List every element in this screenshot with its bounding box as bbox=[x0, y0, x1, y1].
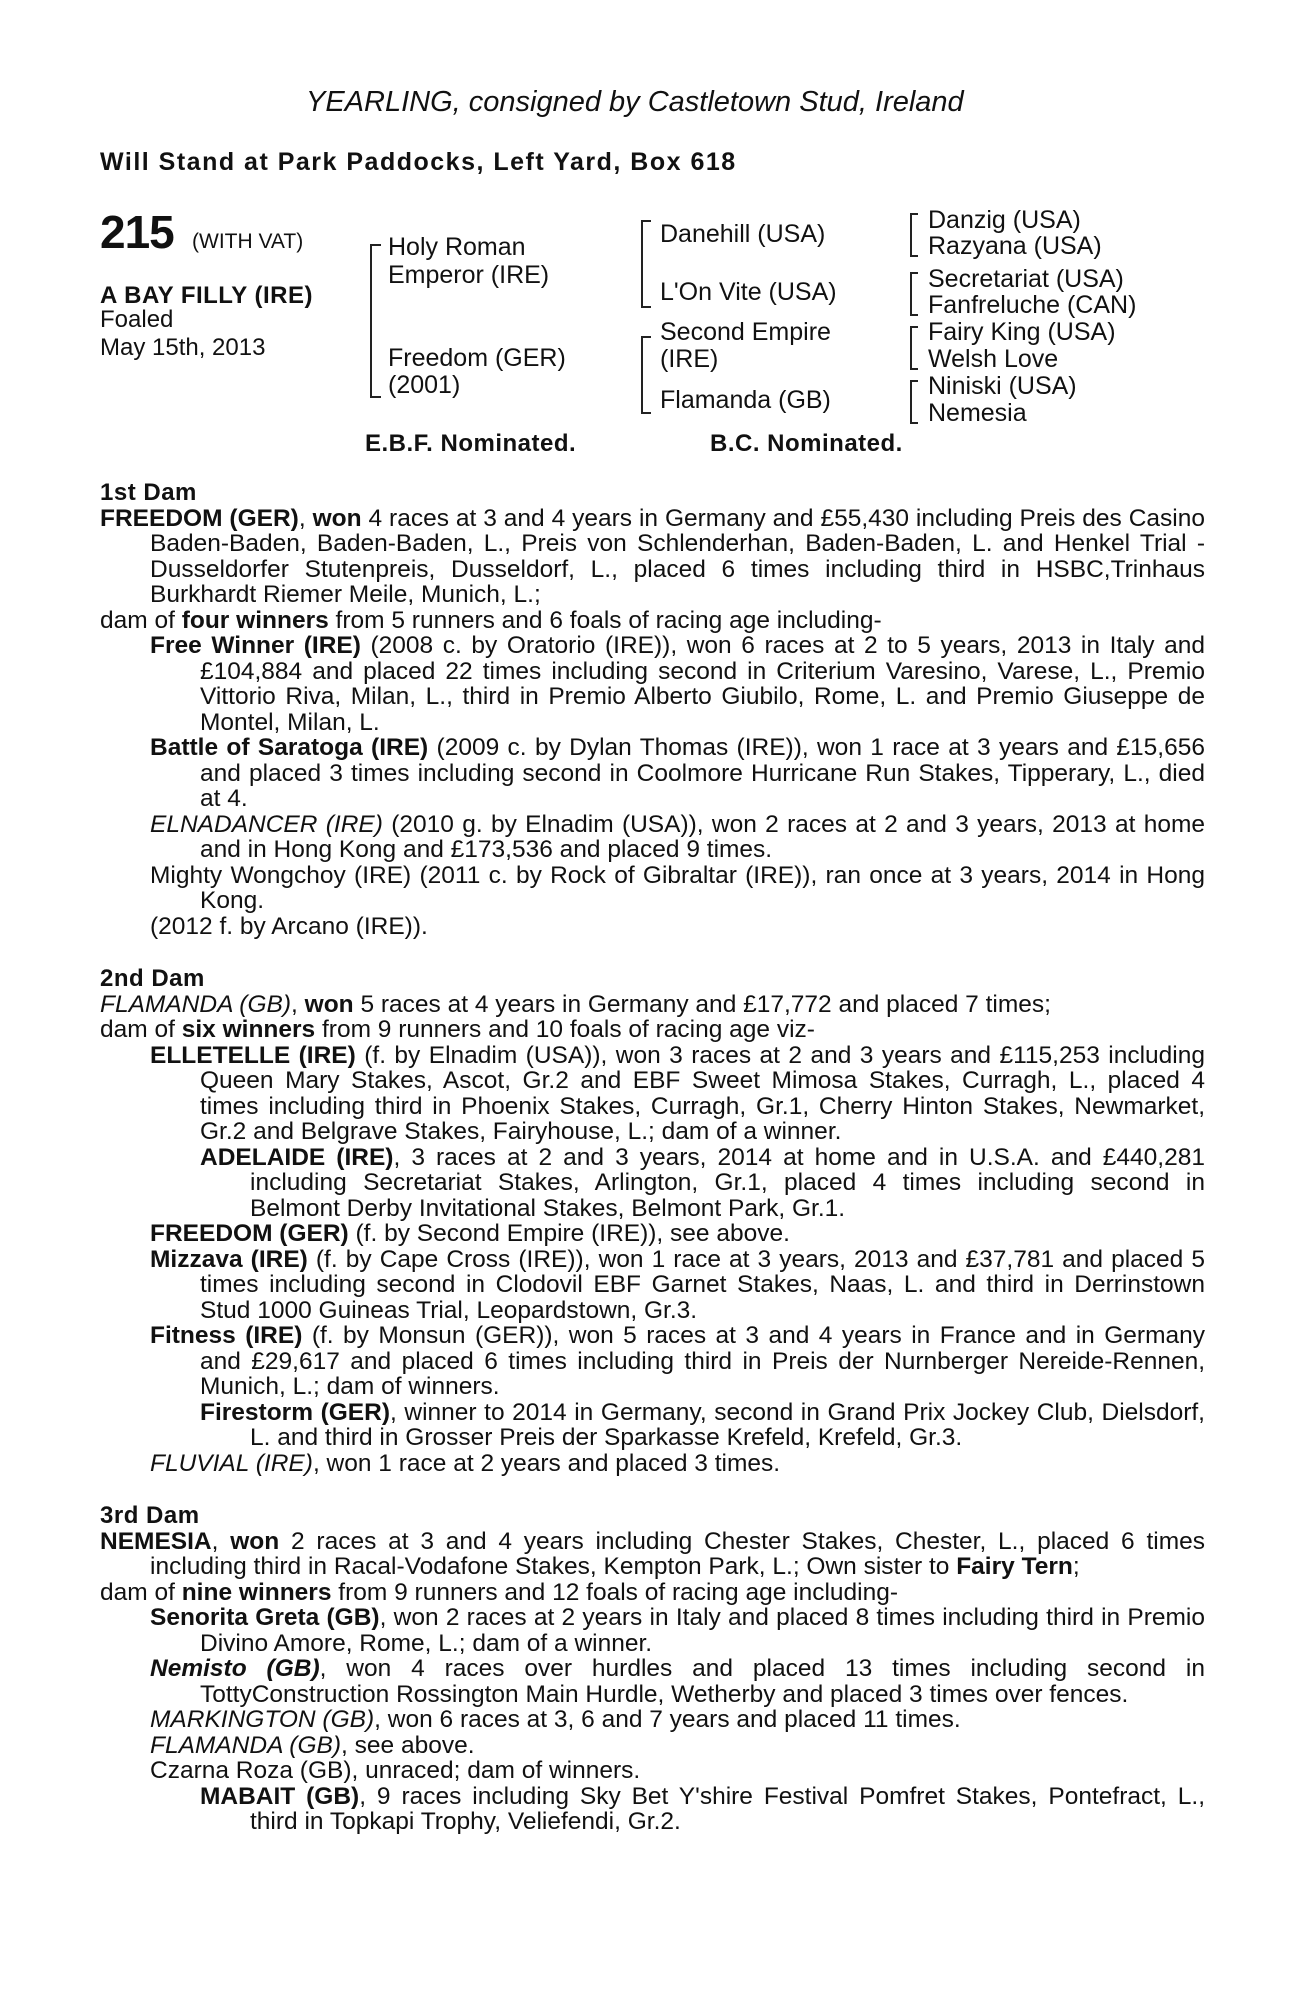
foal-record: , 3 races at 2 and 3 years, 2014 at home and in U.S.A. and £440,281 including Secretariat Stakes, Arlington, Gr.1, placed 4 times including second in Belmont Derby Invitational Stakes, Belmont Park, Gr.1. bbox=[250, 1143, 1205, 1222]
dam-of-label: dam of bbox=[100, 1578, 182, 1606]
sister-name: Fairy Tern bbox=[956, 1553, 1073, 1580]
third-dam-record-text: 2 races at 3 and 4 years including Chester Stakes, Chester, L., placed 6 times including third in Racal-Vodafone Stakes, Kempton Park, L.; Own sister to bbox=[150, 1527, 1205, 1580]
gen3-1: Danzig (USA) bbox=[928, 206, 1081, 234]
third-dam-name: NEMESIA bbox=[100, 1527, 212, 1555]
foal-record: , 9 races including Sky Bet Y'shire Festival Pomfret Stakes, Pontefract, L., third in Topkapi Trophy, Veliefendi, Gr.2. bbox=[250, 1782, 1205, 1835]
sire-sire: Danehill (USA) bbox=[660, 220, 826, 248]
dam-record bbox=[100, 480, 1205, 1835]
foal-name: ELLETELLE (IRE) bbox=[150, 1041, 356, 1069]
won-label: won bbox=[230, 1527, 280, 1555]
foal-name: Free Winner (IRE) bbox=[150, 632, 361, 659]
produce-summary-text: from 9 runners and 10 foals of racing age viz- bbox=[315, 1016, 815, 1043]
first-dam-record: FREEDOM (GER), won 4 races at 3 and 4 years in Germany and £55,430 including Preis des Casino Baden-Baden, Baden-Baden, L., Preis von Schlenderhan, Baden-Baden, L. and Henkel Trial - Dusseldorfer Stutenpreis, Dusseldorf, L., placed 6 times including third in HSBC,Trinhaus Burkhardt Riemer Meile, Munich, L.; bbox=[100, 504, 1205, 608]
list-item bbox=[100, 1605, 1205, 1656]
produce-summary-text: from 5 runners and 6 foals of racing age including- bbox=[328, 606, 882, 634]
list-item bbox=[100, 1247, 1205, 1324]
list-item: (2012 f. by Arcano (IRE)). bbox=[150, 912, 428, 940]
dam-of-label: dam of bbox=[100, 1016, 182, 1043]
third-dam-record-end: ; bbox=[1072, 1553, 1080, 1580]
list-item bbox=[100, 1784, 1205, 1835]
list-item bbox=[100, 1043, 1205, 1145]
sire-dam: L'On Vite (USA) bbox=[660, 278, 837, 306]
foal-name: Mizzava (IRE) bbox=[150, 1245, 308, 1273]
foal-record: , won 6 races at 3, 6 and 7 years and placed 11 times. bbox=[374, 1706, 961, 1733]
dam-sire-line-2: (IRE) bbox=[660, 345, 719, 373]
gen3-7: Niniski (USA) bbox=[928, 372, 1077, 400]
winners-count: four winners bbox=[181, 606, 329, 634]
foal-record: (f. by Monsun (GER)), won 5 races at 3 and 4 years in France and in Germany and £29,617 and placed 6 times including third in Preis der Nurnberger Nereide-Rennen, Munich, L.; dam of winners. bbox=[200, 1322, 1205, 1400]
list-item bbox=[100, 1221, 1205, 1247]
foal-record: , won 2 races at 2 years in Italy and placed 8 times including third in Premio Divino Amore, Rome, L.; dam of a winner. bbox=[200, 1604, 1205, 1657]
list-item bbox=[100, 1733, 1205, 1759]
pedigree-brace bbox=[910, 326, 918, 370]
pedigree-brace bbox=[910, 213, 918, 257]
list-item bbox=[100, 1323, 1205, 1400]
foal-record: (2008 c. by Oratorio (IRE)), won 6 races at 2 to 5 years, 2013 in Italy and £104,884 and placed 22 times including second in Criterium Varesino, Varese, L., Premio Vittorio Riva, Milan, L., third in Premio Alberto Giubilo, Rome, L. and Premio Giuseppe de Montel, Milan, L. bbox=[200, 632, 1205, 736]
sire-line-1: Holy Roman bbox=[388, 233, 526, 261]
foal-record: (2009 c. by Dylan Thomas (IRE)), won 1 race at 3 years and £15,656 and placed 3 times including second in Coolmore Hurricane Run Stakes, Tipperary, L., died at 4. bbox=[200, 734, 1205, 812]
foal-record: , won 4 races over hurdles and placed 13 times including second in TottyConstruction Rossington Main Hurdle, Wetherby and placed 3 times over fences. bbox=[200, 1655, 1205, 1708]
gen3-4: Fanfreluche (CAN) bbox=[928, 291, 1137, 319]
third-dam-produce-summary bbox=[100, 1580, 1205, 1606]
list-item bbox=[100, 1400, 1205, 1451]
won-label: won bbox=[304, 990, 354, 1018]
list-item bbox=[100, 1145, 1205, 1222]
list-item bbox=[100, 1451, 1205, 1477]
foal-record: , won 1 race at 2 years and placed 3 times. bbox=[312, 1449, 781, 1477]
pedigree-brace bbox=[910, 380, 918, 424]
dam-dam: Flamanda (GB) bbox=[660, 386, 831, 414]
pedigree-brace bbox=[641, 220, 651, 308]
foal-name: Nemisto (GB) bbox=[150, 1655, 320, 1682]
gen3-8: Nemesia bbox=[928, 399, 1027, 427]
third-dam-heading: 3rd Dam bbox=[100, 1502, 200, 1529]
winners-count: six winners bbox=[181, 1016, 316, 1043]
stand-location: Will Stand at Park Paddocks, Left Yard, Box 618 bbox=[100, 148, 737, 176]
pedigree-brace bbox=[910, 272, 918, 316]
second-dam-record-text: 5 races at 4 years in Germany and £17,772 and placed 7 times; bbox=[353, 990, 1051, 1018]
second-dam-record: FLAMANDA (GB), won 5 races at 4 years in Germany and £17,772 and placed 7 times; bbox=[100, 990, 1051, 1018]
second-dam-heading: 2nd Dam bbox=[100, 965, 205, 992]
foaled-date: May 15th, 2013 bbox=[100, 334, 266, 361]
foal-name: Senorita Greta (GB) bbox=[150, 1604, 380, 1631]
foal-record: , see above. bbox=[341, 1731, 475, 1759]
gen3-2: Razyana (USA) bbox=[928, 232, 1102, 260]
dam-of-label: dam of bbox=[100, 606, 182, 634]
second-dam-produce-summary bbox=[100, 1017, 1205, 1043]
foaled-label: Foaled bbox=[100, 306, 174, 333]
catalogue-title: YEARLING, consigned by Castletown Stud, Ireland bbox=[306, 86, 964, 118]
won-label: won bbox=[312, 504, 362, 532]
list-item: Mighty Wongchoy (IRE) (2011 c. by Rock of Gibraltar (IRE)), ran once at 3 years, 2014 in Hong Kong. bbox=[150, 861, 1205, 914]
gen3-5: Fairy King (USA) bbox=[928, 318, 1116, 346]
sire-line-2: Emperor (IRE) bbox=[388, 261, 550, 289]
foal-name: ELNADANCER (IRE) bbox=[150, 810, 383, 838]
foal-record: (f. by Elnadim (USA)), won 3 races at 2 and 3 years and £115,253 including Queen Mary Stakes, Ascot, Gr.2 and EBF Sweet Mimosa Stakes, Curragh, L., placed 4 times including third in Phoenix Stakes, Curragh, Gr.1, Cherry Hinton Stakes, Newmarket, Gr.2 and Belgrave Stakes, Fairyhouse, L.; dam of a winner. bbox=[200, 1041, 1205, 1145]
gen3-3: Secretariat (USA) bbox=[928, 265, 1124, 293]
ebf-nominated: E.B.F. Nominated. bbox=[365, 430, 577, 457]
lot-number: 215 bbox=[100, 206, 174, 258]
dam-sire-line-1: Second Empire bbox=[660, 318, 831, 346]
foal-record: (2010 g. by Elnadim (USA)), won 2 races at 2 and 3 years, 2013 at home and in Hong Kong and £173,536 and placed 9 times. bbox=[200, 810, 1205, 863]
foal-record: (f. by Cape Cross (IRE)), won 1 race at 3 years, 2013 and £37,781 and placed 5 times including second in Clodovil EBF Garnet Stakes, Naas, L. and third in Derrinstown Stud 1000 Guineas Trial, Leopardstown, Gr.3. bbox=[200, 1245, 1205, 1324]
foal-name: MARKINGTON (GB) bbox=[150, 1706, 375, 1733]
foal-name: MABAIT (GB) bbox=[200, 1782, 360, 1810]
list-item bbox=[100, 812, 1205, 863]
list-item bbox=[100, 735, 1205, 812]
horse-description: A BAY FILLY (IRE) bbox=[100, 282, 313, 309]
foal-name: Fitness (IRE) bbox=[150, 1322, 303, 1349]
dam-line-2: (2001) bbox=[388, 371, 461, 399]
foal-name: FREEDOM (GER) bbox=[150, 1220, 349, 1247]
gen3-6: Welsh Love bbox=[928, 345, 1059, 373]
foal-record: (f. by Second Empire (IRE)), see above. bbox=[348, 1220, 790, 1247]
foal-name: ADELAIDE (IRE) bbox=[200, 1143, 394, 1171]
foal-name: FLUVIAL (IRE) bbox=[150, 1449, 313, 1477]
pedigree-brace bbox=[370, 244, 381, 398]
first-dam-name: FREEDOM (GER) bbox=[100, 504, 299, 532]
winners-count: nine winners bbox=[181, 1578, 332, 1606]
produce-summary-text: from 9 runners and 12 foals of racing age including- bbox=[331, 1578, 899, 1606]
second-dam-name: FLAMANDA (GB) bbox=[100, 990, 292, 1018]
foal-name: Battle of Saratoga (IRE) bbox=[150, 734, 429, 761]
list-item bbox=[100, 1707, 1205, 1733]
first-dam-produce-summary bbox=[100, 608, 1205, 634]
vat-label: (WITH VAT) bbox=[192, 230, 304, 253]
foal-name: Firestorm (GER) bbox=[200, 1398, 390, 1426]
list-item bbox=[100, 633, 1205, 735]
list-item: Czarna Roza (GB), unraced; dam of winners. bbox=[150, 1757, 641, 1784]
bc-nominated: B.C. Nominated. bbox=[710, 430, 903, 457]
foal-name: FLAMANDA (GB) bbox=[150, 1731, 342, 1759]
third-dam-record: NEMESIA, won 2 races at 3 and 4 years including Chester Stakes, Chester, L., placed 6 times including third in Racal-Vodafone Stakes, Kempton Park, L.; Own sister to Fairy Tern; bbox=[100, 1527, 1205, 1580]
list-item bbox=[100, 1656, 1205, 1707]
first-dam-record-text: 4 races at 3 and 4 years in Germany and £55,430 including Preis des Casino Baden-Baden, Baden-Baden, L., Preis von Schlenderhan, Baden-Baden, L. and Henkel Trial - Dusseldorfer Stutenpreis, Dusseldorf, L., placed 6 times including third in HSBC,Trinhaus Burkhardt Riemer Meile, Munich, L.; bbox=[150, 504, 1205, 608]
dam-line-1: Freedom (GER) bbox=[388, 344, 566, 372]
foal-record: , winner to 2014 in Germany, second in Grand Prix Jockey Club, Dielsdorf, L. and third in Grosser Preis der Sparkasse Krefeld, Krefeld, Gr.3. bbox=[250, 1398, 1205, 1451]
first-dam-heading: 1st Dam bbox=[100, 479, 197, 506]
pedigree-brace bbox=[641, 336, 651, 414]
